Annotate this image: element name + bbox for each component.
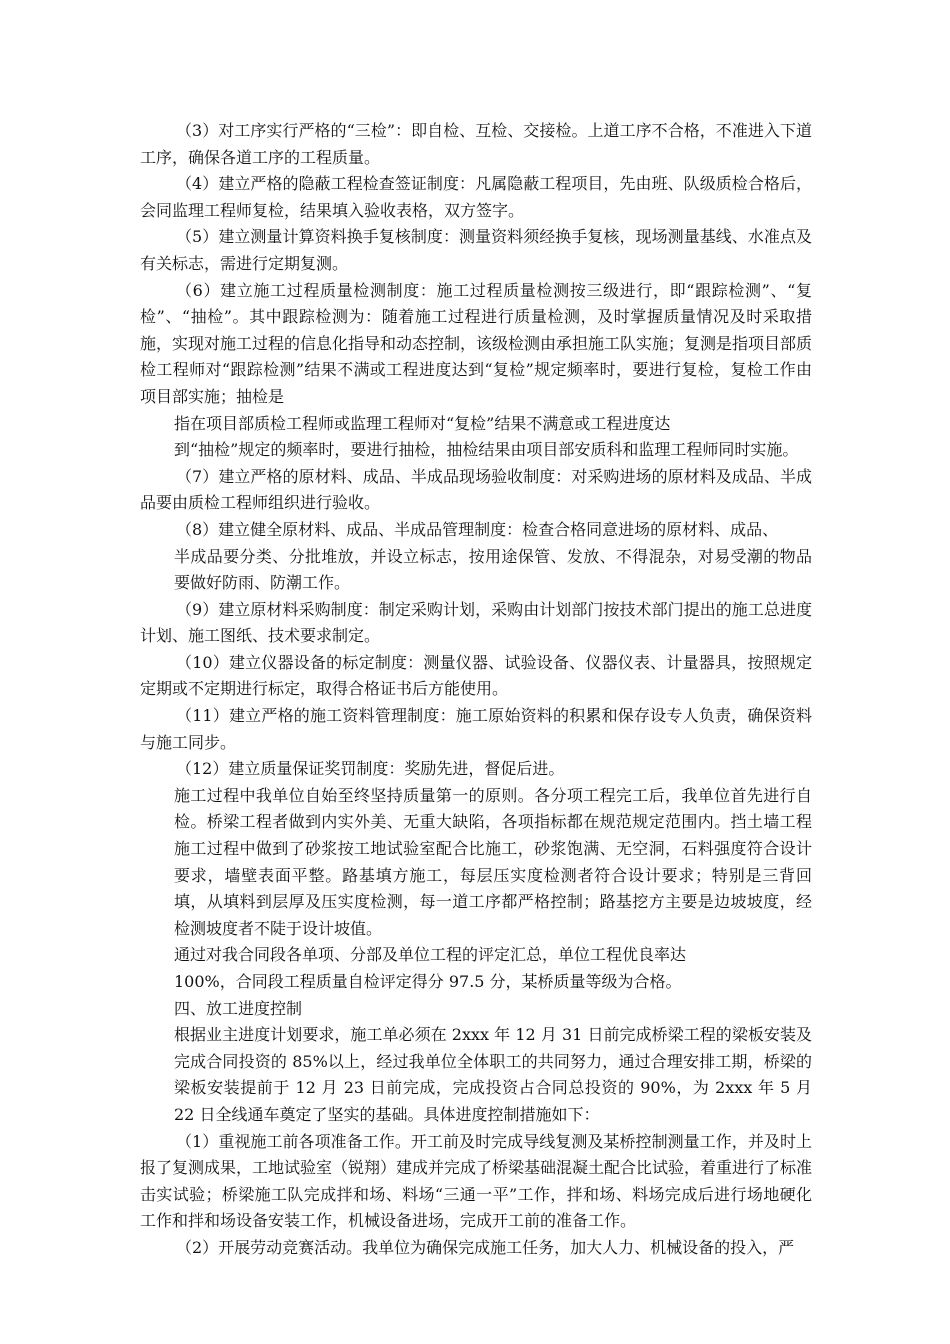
paragraph-7-material-acceptance: （7）建立严格的原材料、成品、半成品现场验收制度：对采购进场的原材料及成品、半成品要由质检工程师组织进行验收。 bbox=[140, 466, 812, 513]
document-page bbox=[140, 118, 812, 1262]
paragraph-11-records: （11）建立严格的施工资料管理制度：施工原始资料的积累和保存设专人负责，确保资料与施工同步。 bbox=[140, 706, 812, 752]
paragraph-6-quality-testing: （6）建立施工过程质量检测制度：施工过程质量检测按三级进行，即“跟踪检测”、“复检”、“抽检”。其中跟踪检测为：随着施工过程进行质量检测，及时掌握质量情况及时采取措施，实现对施工过程的信息化指导和动态控制，该级检测由承担施工队实施；复测是指项目部质检工程师对“跟踪检测”结果不满或工程进度达到“复检”规定频率时，要进行复检，复检工作由项目部实施；抽检是 bbox=[140, 280, 813, 406]
paragraph-8-material-management: （8）建立健全原材料、成品、半成品管理制度：检查合格同意进场的原材料、成品、 bbox=[176, 519, 779, 539]
section-heading-schedule-control: 四、放工进度控制 bbox=[174, 998, 303, 1018]
paragraph-quality-summary: 施工过程中我单位自始至终坚持质量第一的原则。各分项工程完工后，我单位首先进行自检。桥梁工程者做到内实外美、无重大缺陷，各项指标都在规范规定范围内。挡土墙工程施工过程中做到了砂浆按工地试验室配合比施工，砂浆饱满、无空洞，石料强度符合设计要求，墙壁表面平整。路基填方施工，每层压实度检测者符合设计要求；特别是三背回填，从填料到层厚及压实度检测，每一道工序都严格控制；路基挖方主要是边坡坡度，经检测坡度者不陡于设计坡值。 bbox=[174, 785, 812, 938]
paragraph-3-three-inspections: （3）对工序实行严格的“三检”：即自检、互检、交接检。上道工序不合格，不准进入下道工序，确保各道工序的工程质量。 bbox=[140, 121, 812, 167]
paragraph-4-hidden-works: （4）建立严格的隐蔽工程检查签证制度：凡属隐蔽工程项目，先由班、队级质检合格后，会同监理工程师复检，结果填入验收表格，双方签字。 bbox=[140, 174, 812, 220]
paragraph-12-rewards: （12）建立质量保证奖罚制度：奖励先进，督促后进。 bbox=[176, 759, 565, 779]
paragraph-6-continued-a: 指在项目部质检工程师或监理工程师对“复检”结果不满意或工程进度达 bbox=[174, 413, 671, 433]
paragraph-9-procurement: （9）建立原材料采购制度：制定采购计划，采购由计划部门按技术部门提出的施工总进度计划、施工图纸、技术要求制定。 bbox=[140, 599, 812, 646]
paragraph-2-labor-competition: （2）开展劳动竞赛活动。我单位为确保完成施工任务，加大人力、机械设备的投入，严 bbox=[176, 1237, 795, 1257]
paragraph-5-survey-check: （5）建立测量计算资料换手复核制度：测量资料须经换手复核，现场测量基线、水准点及有关标志，需进行定期复测。 bbox=[140, 227, 812, 273]
paragraph-score: 100%，合同段工程质量自检评定得分 97.5 分，某桥质量等级为合格。 bbox=[174, 972, 682, 991]
paragraph-evaluation-summary: 通过对我合同段各单项、分部及单位工程的评定汇总，单位工程优良率达 bbox=[174, 945, 687, 965]
paragraph-6-continued-b: 到“抽检”规定的频率时，要进行抽检，抽检结果由项目部安质科和监理工程师同时实施。 bbox=[174, 440, 799, 460]
paragraph-10-calibration: （10）建立仪器设备的标定制度：测量仪器、试验设备、仪器仪表、计量器具，按照规定定期或不定期进行标定，取得合格证书后方能使用。 bbox=[140, 652, 812, 699]
paragraph-schedule-plan: 根据业主进度计划要求，施工单必须在 2xxx 年 12 月 31 日前完成桥梁工程的梁板安装及完成合同投资的 85%以上，经过我单位全体职工的共同努力，通过合理安排工期，桥梁的梁板安装提前于 12 月 23 日前完成，完成投资占合同总投资的 90%，为 2xxx 年 5 月 22 日全线通车奠定了坚实的基础。具体进度控制措施如下： bbox=[174, 1025, 812, 1124]
paragraph-8-continued: 半成品要分类、分批堆放，并设立标志，按用途保管、发放、不得混杂，对易受潮的物品要做好防雨、防潮工作。 bbox=[174, 546, 812, 593]
paragraph-1-preparation: （1）重视施工前各项准备工作。开工前及时完成导线复测及某桥控制测量工作，并及时上报了复测成果，工地试验室（锐翔）建成并完成了桥梁基础混凝土配合比试验，着重进行了标准击实试验；桥梁施工队完成拌和场、料场“三通一平”工作，拌和场、料场完成后进行场地硬化工作和拌和场设备安装工作，机械设备进场，完成开工前的准备工作。 bbox=[140, 1131, 813, 1231]
